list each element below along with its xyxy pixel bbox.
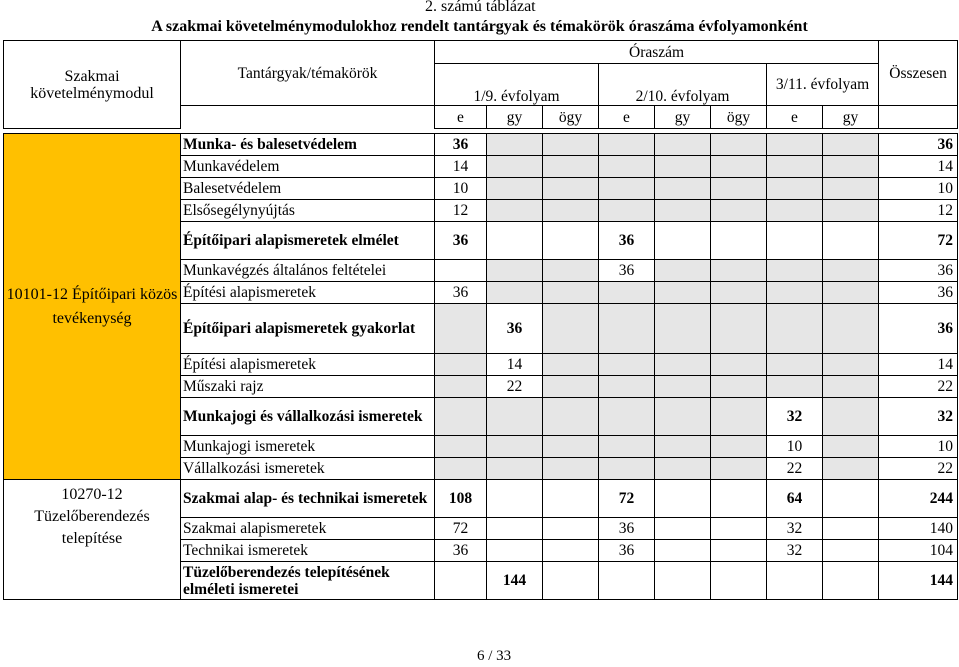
hours-cell: 36: [435, 222, 487, 260]
hours-cell: [767, 304, 823, 354]
hours-cell-ogy: [543, 178, 599, 200]
hours-cell: 32: [767, 540, 823, 562]
hours-cell: [599, 354, 655, 376]
total-header: Összesen: [879, 41, 958, 106]
total-cell: 12: [879, 200, 958, 222]
total-cell: 36: [879, 282, 958, 304]
hours-cell: [823, 304, 879, 354]
hours-cell: [767, 134, 823, 156]
sub-header: gy: [655, 106, 711, 129]
hours-cell-ogy: [543, 398, 599, 436]
hours-cell: 32: [767, 398, 823, 436]
hours-cell: 36: [435, 134, 487, 156]
hours-cell: [655, 458, 711, 480]
hours-cell: [487, 134, 543, 156]
hours-cell: [599, 282, 655, 304]
hours-cell-ogy: [543, 156, 599, 178]
hours-cell: [435, 260, 487, 282]
year1-header: 1/9. évfolyam: [435, 64, 599, 106]
subject-name: Munkavégzés általános feltételei: [181, 260, 435, 282]
hours-cell: [655, 398, 711, 436]
hours-cell: 36: [599, 518, 655, 540]
hours-cell-ogy: [711, 376, 767, 398]
subject-name: Szakmai alapismeretek: [181, 518, 435, 540]
total-cell: 10: [879, 436, 958, 458]
hours-cell: [823, 178, 879, 200]
hours-cell: [599, 200, 655, 222]
hours-cell: [655, 260, 711, 282]
page-number: 6 / 33: [477, 648, 512, 664]
hours-cell: [435, 436, 487, 458]
hours-cell-ogy: [543, 260, 599, 282]
hours-cell-ogy: [543, 436, 599, 458]
hours-cell: [655, 134, 711, 156]
hours-cell-ogy: [711, 222, 767, 260]
hours-cell: [487, 260, 543, 282]
subject-name: Vállalkozási ismeretek: [181, 458, 435, 480]
hours-cell: [435, 354, 487, 376]
hours-cell-ogy: [543, 480, 599, 518]
hours-cell-ogy: [543, 134, 599, 156]
hours-cell-ogy: [543, 562, 599, 600]
hours-cell-ogy: [711, 458, 767, 480]
hours-cell: [599, 156, 655, 178]
subject-name: Balesetvédelem: [181, 178, 435, 200]
hours-cell-ogy: [543, 518, 599, 540]
hours-cell: 72: [599, 480, 655, 518]
hours-cell: [435, 562, 487, 600]
hours-cell-ogy: [543, 540, 599, 562]
hours-cell: [487, 518, 543, 540]
hours-cell: 36: [487, 304, 543, 354]
subject-name: Építési alapismeretek: [181, 354, 435, 376]
hours-cell: [767, 222, 823, 260]
hours-cell: [767, 354, 823, 376]
total-cell: 104: [879, 540, 958, 562]
hours-cell: [655, 562, 711, 600]
hours-cell: [487, 156, 543, 178]
hours-cell: 14: [435, 156, 487, 178]
hours-cell: 36: [435, 540, 487, 562]
hours-cell: [487, 200, 543, 222]
hours-header: Óraszám: [435, 41, 879, 64]
hours-cell: 108: [435, 480, 487, 518]
hours-table: [3, 40, 958, 129]
hours-cell: [655, 222, 711, 260]
hours-cell: [487, 436, 543, 458]
hours-cell: 32: [767, 518, 823, 540]
hours-cell: [655, 540, 711, 562]
subject-name: Építőipari alapismeretek gyakorlat: [181, 304, 435, 354]
hours-cell-ogy: [711, 518, 767, 540]
hours-cell: [487, 458, 543, 480]
total-cell: 22: [879, 458, 958, 480]
hours-cell: [767, 260, 823, 282]
year2-header: 2/10. évfolyam: [599, 64, 767, 106]
hours-cell: [599, 398, 655, 436]
hours-cell: [655, 518, 711, 540]
hours-cell: [599, 562, 655, 600]
sub-header: gy: [487, 106, 543, 129]
hours-cell-ogy: [711, 436, 767, 458]
table-row: [4, 480, 958, 518]
total-cell: 72: [879, 222, 958, 260]
hours-cell: 12: [435, 200, 487, 222]
hours-cell: [487, 480, 543, 518]
total-cell: 140: [879, 518, 958, 540]
hours-cell: [823, 134, 879, 156]
sub-header: ögy: [711, 106, 767, 129]
hours-cell: [599, 376, 655, 398]
hours-cell: 22: [767, 458, 823, 480]
total-cell: 32: [879, 398, 958, 436]
total-cell: 36: [879, 134, 958, 156]
subject-name: Építési alapismeretek: [181, 282, 435, 304]
hours-cell: [435, 304, 487, 354]
total-cell: 14: [879, 354, 958, 376]
hours-cell-ogy: [711, 200, 767, 222]
subject-name: Elsősegélynyújtás: [181, 200, 435, 222]
table-number: 2. számú táblázat: [425, 0, 536, 15]
hours-cell: 36: [599, 222, 655, 260]
subject-name: Szakmai alap- és technikai ismeretek: [181, 480, 435, 518]
hours-cell: [823, 156, 879, 178]
module-cell: 10270-12 Tüzelőberendezés telepítése: [4, 480, 181, 600]
module-cell: 10101-12 Építőipari közös tevékenység: [4, 134, 181, 480]
hours-cell: [823, 518, 879, 540]
hours-cell: [487, 282, 543, 304]
hours-table-body: [3, 133, 958, 600]
total-cell: 36: [879, 260, 958, 282]
hours-cell: [823, 398, 879, 436]
hours-cell: [599, 178, 655, 200]
total-cell: 22: [879, 376, 958, 398]
hours-cell: [655, 178, 711, 200]
hours-cell-ogy: [543, 200, 599, 222]
hours-cell: 10: [767, 436, 823, 458]
hours-cell: [435, 398, 487, 436]
hours-cell: [823, 354, 879, 376]
hours-cell: [655, 200, 711, 222]
hours-cell-ogy: [711, 260, 767, 282]
subject-name: Technikai ismeretek: [181, 540, 435, 562]
hours-cell: [435, 458, 487, 480]
hours-cell: [487, 398, 543, 436]
hours-cell: [823, 200, 879, 222]
hours-cell-ogy: [711, 282, 767, 304]
hours-cell: [823, 540, 879, 562]
subject-name: Munka- és balesetvédelem: [181, 134, 435, 156]
sub-header: e: [435, 106, 487, 129]
hours-cell-ogy: [711, 480, 767, 518]
hours-cell: 72: [435, 518, 487, 540]
hours-cell: [767, 282, 823, 304]
module-header: Szakmai követelménymodul: [4, 41, 181, 129]
hours-cell: [767, 562, 823, 600]
hours-cell: [655, 376, 711, 398]
total-cell: 10: [879, 178, 958, 200]
hours-cell-ogy: [543, 282, 599, 304]
hours-cell: [655, 436, 711, 458]
year3-header: 3/11. évfolyam: [767, 64, 879, 106]
hours-cell: 36: [599, 540, 655, 562]
sub-header: e: [599, 106, 655, 129]
hours-cell: [823, 260, 879, 282]
hours-cell-ogy: [711, 156, 767, 178]
subject-name: Műszaki rajz: [181, 376, 435, 398]
hours-cell-ogy: [543, 354, 599, 376]
hours-cell: [487, 178, 543, 200]
table-row: [4, 134, 958, 156]
hours-cell: [599, 458, 655, 480]
table-title: A szakmai követelménymodulokhoz rendelt tantárgyak és témakörök óraszáma évfolyamonként: [151, 18, 808, 35]
subject-header: Tantárgyak/témakörök: [181, 41, 435, 106]
hours-cell: [487, 540, 543, 562]
hours-cell: 14: [487, 354, 543, 376]
hours-cell: [655, 156, 711, 178]
hours-cell: 36: [435, 282, 487, 304]
subject-name: Tüzelőberendezés telepítésének elméleti ismeretei: [181, 562, 435, 600]
subject-name: Munkajogi és vállalkozási ismeretek: [181, 398, 435, 436]
subject-name: Építőipari alapismeretek elmélet: [181, 222, 435, 260]
hours-cell: [823, 282, 879, 304]
hours-cell: 22: [487, 376, 543, 398]
hours-cell: [767, 178, 823, 200]
hours-cell-ogy: [543, 304, 599, 354]
hours-cell-ogy: [711, 562, 767, 600]
hours-cell-ogy: [711, 398, 767, 436]
hours-cell: [823, 222, 879, 260]
header-row-1: [4, 41, 958, 64]
hours-cell: [655, 282, 711, 304]
hours-cell: [655, 354, 711, 376]
hours-cell-ogy: [711, 178, 767, 200]
hours-cell-ogy: [543, 376, 599, 398]
hours-cell: [767, 200, 823, 222]
hours-cell: [655, 480, 711, 518]
hours-cell: [599, 436, 655, 458]
hours-cell-ogy: [543, 222, 599, 260]
total-cell: 36: [879, 304, 958, 354]
hours-cell: [823, 436, 879, 458]
hours-cell: [823, 562, 879, 600]
hours-cell: 10: [435, 178, 487, 200]
hours-cell: [823, 376, 879, 398]
hours-cell-ogy: [711, 134, 767, 156]
sub-header: e: [767, 106, 823, 129]
hours-cell: [767, 156, 823, 178]
total-cell: 14: [879, 156, 958, 178]
hours-cell: [435, 376, 487, 398]
hours-cell: [823, 480, 879, 518]
hours-cell: [487, 222, 543, 260]
hours-cell: 144: [487, 562, 543, 600]
subject-name: Munkavédelem: [181, 156, 435, 178]
total-cell: 244: [879, 480, 958, 518]
hours-cell: [655, 304, 711, 354]
hours-cell: [823, 458, 879, 480]
hours-cell: [767, 376, 823, 398]
hours-cell: [599, 304, 655, 354]
sub-header: gy: [823, 106, 879, 129]
sub-header: ögy: [543, 106, 599, 129]
hours-cell: [599, 134, 655, 156]
hours-cell: 36: [599, 260, 655, 282]
subject-name: Munkajogi ismeretek: [181, 436, 435, 458]
hours-cell-ogy: [711, 540, 767, 562]
subject-header-spacer: [181, 106, 435, 129]
total-cell: 144: [879, 562, 958, 600]
hours-cell: 64: [767, 480, 823, 518]
hours-cell-ogy: [711, 354, 767, 376]
hours-cell-ogy: [711, 304, 767, 354]
hours-cell-ogy: [543, 458, 599, 480]
